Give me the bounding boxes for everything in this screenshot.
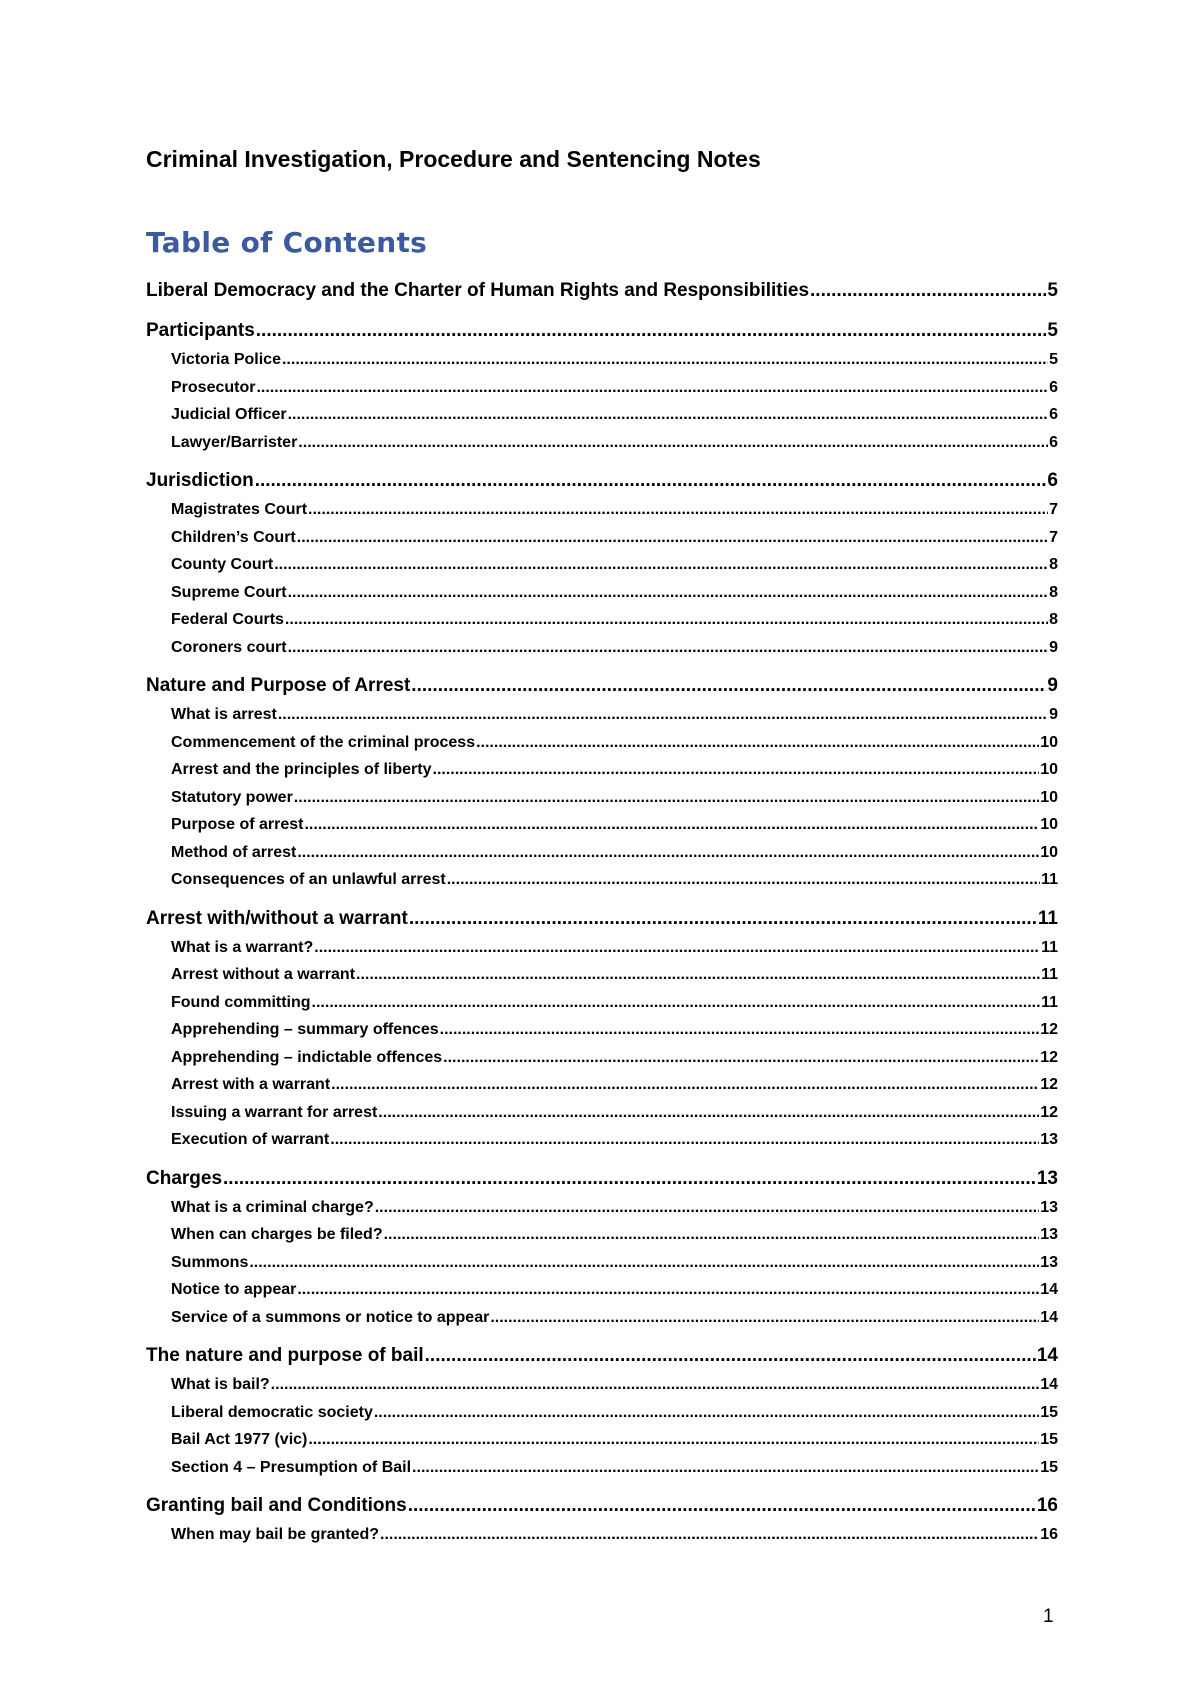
toc-entry-page-number: 5 xyxy=(1047,320,1058,341)
toc-entry-subheading[interactable] xyxy=(146,401,1058,429)
toc-entry-subheading[interactable] xyxy=(146,989,1058,1017)
toc-entry-page-number: 11 xyxy=(1037,907,1058,929)
toc-entry-page-number: 9 xyxy=(1049,706,1058,723)
toc-entry-page-number: 8 xyxy=(1049,611,1058,628)
toc-entry-label: Commencement of the criminal process xyxy=(171,733,476,751)
toc-dot-leader xyxy=(375,1194,1039,1222)
toc-dot-leader xyxy=(433,756,1040,784)
toc-dot-leader xyxy=(810,276,1046,306)
toc-dot-leader xyxy=(298,429,1048,457)
toc-entry-label: Execution of warrant xyxy=(171,1131,330,1148)
toc-entry-page-number: 8 xyxy=(1049,556,1058,573)
toc-entry-subheading[interactable] xyxy=(146,1276,1058,1304)
toc-entry-label: County Court xyxy=(171,556,274,573)
toc-entry-subheading[interactable] xyxy=(146,784,1058,812)
toc-entry-heading[interactable] xyxy=(146,1341,1058,1371)
toc-entry-subheading[interactable] xyxy=(146,1371,1058,1399)
toc-entry-subheading[interactable] xyxy=(146,1071,1058,1099)
toc-entry-page-number: 13 xyxy=(1040,1226,1058,1243)
toc-dot-leader xyxy=(223,1164,1036,1194)
toc-dot-leader xyxy=(256,316,1047,346)
toc-dot-leader xyxy=(304,811,1039,839)
toc-entry-subheading[interactable] xyxy=(146,839,1058,867)
toc-entry-label: Federal Courts xyxy=(171,611,284,628)
toc-entry-label: Apprehending – summary offences xyxy=(171,1021,439,1038)
toc-dot-leader xyxy=(314,934,1040,962)
toc-dot-leader xyxy=(278,701,1048,729)
toc-entry-subheading[interactable] xyxy=(146,1426,1058,1454)
toc-entry-subheading[interactable] xyxy=(146,1044,1058,1072)
toc-entry-label: The nature and purpose of bail xyxy=(146,1345,424,1366)
toc-dot-leader xyxy=(282,346,1048,374)
toc-entry-label: Found committing xyxy=(171,993,311,1011)
toc-entry-label: Arrest and the principles of liberty xyxy=(171,761,432,778)
toc-dot-leader xyxy=(288,634,1049,662)
toc-entry-page-number: 12 xyxy=(1040,1076,1058,1093)
toc-entry-page-number: 7 xyxy=(1049,528,1058,546)
toc-entry-page-number: 5 xyxy=(1047,280,1058,301)
toc-dot-leader xyxy=(443,1044,1039,1072)
toc-entry-label: When can charges be filed? xyxy=(171,1226,383,1243)
toc-entry-label: Section 4 – Presumption of Bail xyxy=(171,1458,412,1476)
toc-entry-page-number: 11 xyxy=(1041,966,1058,983)
toc-entry-heading[interactable] xyxy=(146,276,1058,306)
toc-entry-heading[interactable] xyxy=(146,316,1058,346)
toc-entry-page-number: 14 xyxy=(1040,1376,1058,1393)
toc-entry-subheading[interactable] xyxy=(146,1399,1058,1427)
toc-entry-heading[interactable] xyxy=(146,466,1058,496)
toc-entry-subheading[interactable] xyxy=(146,1521,1058,1549)
toc-entry-label: Supreme Court xyxy=(171,583,287,601)
toc-dot-leader xyxy=(409,904,1037,934)
toc-entry-page-number: 14 xyxy=(1040,1281,1058,1298)
toc-entry-subheading[interactable] xyxy=(146,1194,1058,1222)
toc-entry-page-number: 14 xyxy=(1040,1308,1058,1326)
toc-entry-subheading[interactable] xyxy=(146,1249,1058,1277)
toc-entry-page-number: 10 xyxy=(1040,761,1058,778)
toc-entry-label: Bail Act 1977 (vic) xyxy=(171,1431,308,1448)
toc-dot-leader xyxy=(411,671,1046,701)
toc-dot-leader xyxy=(384,1221,1040,1249)
toc-dot-leader xyxy=(288,401,1049,429)
toc-heading: Table of Contents xyxy=(146,226,428,259)
toc-entry-label: Issuing a warrant for arrest xyxy=(171,1103,378,1121)
toc-entry-page-number: 15 xyxy=(1040,1458,1058,1476)
toc-entry-page-number: 11 xyxy=(1041,993,1058,1011)
toc-entry-label: What is arrest xyxy=(171,706,277,723)
toc-dot-leader xyxy=(331,1071,1039,1099)
toc-entry-page-number: 6 xyxy=(1047,470,1058,491)
toc-entry-label: Arrest with a warrant xyxy=(171,1076,331,1093)
toc-entry-label: Participants xyxy=(146,320,255,341)
toc-entry-page-number: 9 xyxy=(1049,638,1058,656)
toc-entry-page-number: 11 xyxy=(1041,938,1058,956)
toc-entry-label: Judicial Officer xyxy=(171,406,287,423)
document-title: Criminal Investigation, Procedure and Sentencing Notes xyxy=(146,146,761,172)
toc-entry-page-number: 5 xyxy=(1049,351,1058,368)
toc-entry-subheading[interactable] xyxy=(146,934,1058,962)
toc-dot-leader xyxy=(308,1426,1039,1454)
toc-entry-page-number: 13 xyxy=(1036,1167,1058,1189)
toc-dot-leader xyxy=(297,1276,1039,1304)
toc-dot-leader xyxy=(256,374,1048,402)
toc-dot-leader xyxy=(374,1399,1039,1427)
toc-entry-label: Nature and Purpose of Arrest xyxy=(146,675,411,696)
toc-entry-subheading[interactable] xyxy=(146,1221,1058,1249)
toc-entry-page-number: 6 xyxy=(1049,433,1058,451)
toc-entry-label: Charges xyxy=(146,1167,223,1189)
toc-entry-label: Apprehending – indictable offences xyxy=(171,1048,443,1066)
toc-entry-page-number: 14 xyxy=(1036,1345,1058,1366)
toc-dot-leader xyxy=(476,729,1039,757)
toc-section xyxy=(146,1164,1058,1332)
toc-entry-label: Victoria Police xyxy=(171,351,281,368)
toc-entry-heading[interactable] xyxy=(146,1164,1058,1194)
toc-entry-subheading[interactable] xyxy=(146,961,1058,989)
toc-dot-leader xyxy=(308,496,1048,524)
toc-entry-label: Summons xyxy=(171,1253,249,1271)
toc-entry-page-number: 10 xyxy=(1040,788,1058,806)
toc-entry-label: Coroners court xyxy=(171,638,287,656)
table-of-contents xyxy=(146,276,1058,1559)
toc-entry-label: Service of a summons or notice to appear xyxy=(171,1308,490,1326)
toc-entry-subheading[interactable] xyxy=(146,374,1058,402)
toc-section xyxy=(146,466,1058,661)
toc-entry-page-number: 15 xyxy=(1040,1403,1058,1421)
toc-entry-subheading[interactable] xyxy=(146,1099,1058,1127)
toc-dot-leader xyxy=(490,1304,1039,1332)
toc-entry-label: Purpose of arrest xyxy=(171,816,304,833)
toc-entry-label: When may bail be granted? xyxy=(171,1526,380,1543)
toc-section xyxy=(146,276,1058,306)
toc-entry-page-number: 10 xyxy=(1040,843,1058,861)
toc-section xyxy=(146,671,1058,894)
toc-dot-leader xyxy=(285,606,1048,634)
toc-dot-leader xyxy=(249,1249,1039,1277)
toc-entry-page-number: 12 xyxy=(1040,1048,1058,1066)
toc-entry-label: Notice to appear xyxy=(171,1281,297,1298)
toc-dot-leader xyxy=(330,1126,1039,1154)
toc-entry-heading[interactable] xyxy=(146,1491,1058,1521)
toc-entry-label: Consequences of an unlawful arrest xyxy=(171,871,446,888)
toc-entry-label: Children’s Court xyxy=(171,528,296,546)
toc-dot-leader xyxy=(297,839,1039,867)
toc-entry-label: What is bail? xyxy=(171,1376,270,1393)
toc-entry-subheading[interactable] xyxy=(146,1016,1058,1044)
toc-entry-label: What is a warrant? xyxy=(171,938,314,956)
toc-entry-subheading[interactable] xyxy=(146,756,1058,784)
toc-dot-leader xyxy=(447,866,1040,894)
toc-entry-label: Prosecutor xyxy=(171,378,256,396)
toc-entry-label: Liberal Democracy and the Charter of Human Rights and Responsibilities xyxy=(146,280,810,301)
toc-section xyxy=(146,316,1058,456)
toc-entry-label: Arrest without a warrant xyxy=(171,966,356,983)
toc-entry-label: Jurisdiction xyxy=(146,470,254,491)
toc-dot-leader xyxy=(425,1341,1036,1371)
toc-entry-label: Lawyer/Barrister xyxy=(171,433,298,451)
toc-dot-leader xyxy=(356,961,1040,989)
toc-entry-subheading[interactable] xyxy=(146,496,1058,524)
toc-dot-leader xyxy=(380,1521,1039,1549)
toc-entry-subheading[interactable] xyxy=(146,701,1058,729)
toc-dot-leader xyxy=(440,1016,1040,1044)
toc-entry-page-number: 9 xyxy=(1047,675,1058,696)
toc-entry-subheading[interactable] xyxy=(146,811,1058,839)
toc-entry-page-number: 13 xyxy=(1040,1131,1058,1148)
toc-entry-label: Statutory power xyxy=(171,788,293,806)
toc-dot-leader xyxy=(294,784,1039,812)
toc-entry-page-number: 11 xyxy=(1041,871,1058,888)
toc-entry-subheading[interactable] xyxy=(146,866,1058,894)
toc-entry-page-number: 13 xyxy=(1040,1253,1058,1271)
toc-dot-leader xyxy=(378,1099,1039,1127)
toc-dot-leader xyxy=(412,1454,1039,1482)
toc-entry-label: Arrest with/without a warrant xyxy=(146,907,408,929)
toc-section xyxy=(146,1491,1058,1549)
toc-entry-label: Magistrates Court xyxy=(171,501,308,518)
toc-entry-subheading[interactable] xyxy=(146,579,1058,607)
toc-entry-page-number: 13 xyxy=(1040,1198,1058,1216)
page-number: 1 xyxy=(1043,1606,1054,1627)
toc-entry-page-number: 10 xyxy=(1040,733,1058,751)
toc-dot-leader xyxy=(297,524,1048,552)
toc-dot-leader xyxy=(288,579,1049,607)
toc-dot-leader xyxy=(312,989,1041,1017)
toc-entry-page-number: 6 xyxy=(1049,406,1058,423)
toc-dot-leader xyxy=(255,466,1047,496)
toc-entry-subheading[interactable] xyxy=(146,346,1058,374)
toc-entry-label: Method of arrest xyxy=(171,843,297,861)
toc-entry-page-number: 15 xyxy=(1040,1431,1058,1448)
toc-dot-leader xyxy=(274,551,1048,579)
toc-entry-page-number: 6 xyxy=(1049,378,1058,396)
toc-dot-leader xyxy=(271,1371,1040,1399)
toc-entry-page-number: 8 xyxy=(1049,583,1058,601)
toc-section xyxy=(146,1341,1058,1481)
toc-entry-subheading[interactable] xyxy=(146,429,1058,457)
toc-entry-heading[interactable] xyxy=(146,671,1058,701)
toc-entry-page-number: 10 xyxy=(1040,816,1058,833)
toc-entry-page-number: 16 xyxy=(1040,1526,1058,1543)
toc-entry-subheading[interactable] xyxy=(146,729,1058,757)
toc-entry-subheading[interactable] xyxy=(146,634,1058,662)
toc-entry-page-number: 16 xyxy=(1036,1495,1058,1516)
toc-entry-subheading[interactable] xyxy=(146,524,1058,552)
toc-entry-label: Granting bail and Conditions xyxy=(146,1495,407,1516)
toc-entry-page-number: 12 xyxy=(1040,1103,1058,1121)
toc-dot-leader xyxy=(408,1491,1036,1521)
toc-entry-label: What is a criminal charge? xyxy=(171,1198,374,1216)
toc-entry-subheading[interactable] xyxy=(146,551,1058,579)
toc-section xyxy=(146,904,1058,1154)
toc-entry-subheading[interactable] xyxy=(146,1304,1058,1332)
toc-entry-heading[interactable] xyxy=(146,904,1058,934)
toc-entry-page-number: 12 xyxy=(1040,1021,1058,1038)
toc-entry-label: Liberal democratic society xyxy=(171,1403,373,1421)
toc-entry-page-number: 7 xyxy=(1049,501,1058,518)
toc-entry-subheading[interactable] xyxy=(146,1454,1058,1482)
toc-entry-subheading[interactable] xyxy=(146,606,1058,634)
toc-entry-subheading[interactable] xyxy=(146,1126,1058,1154)
